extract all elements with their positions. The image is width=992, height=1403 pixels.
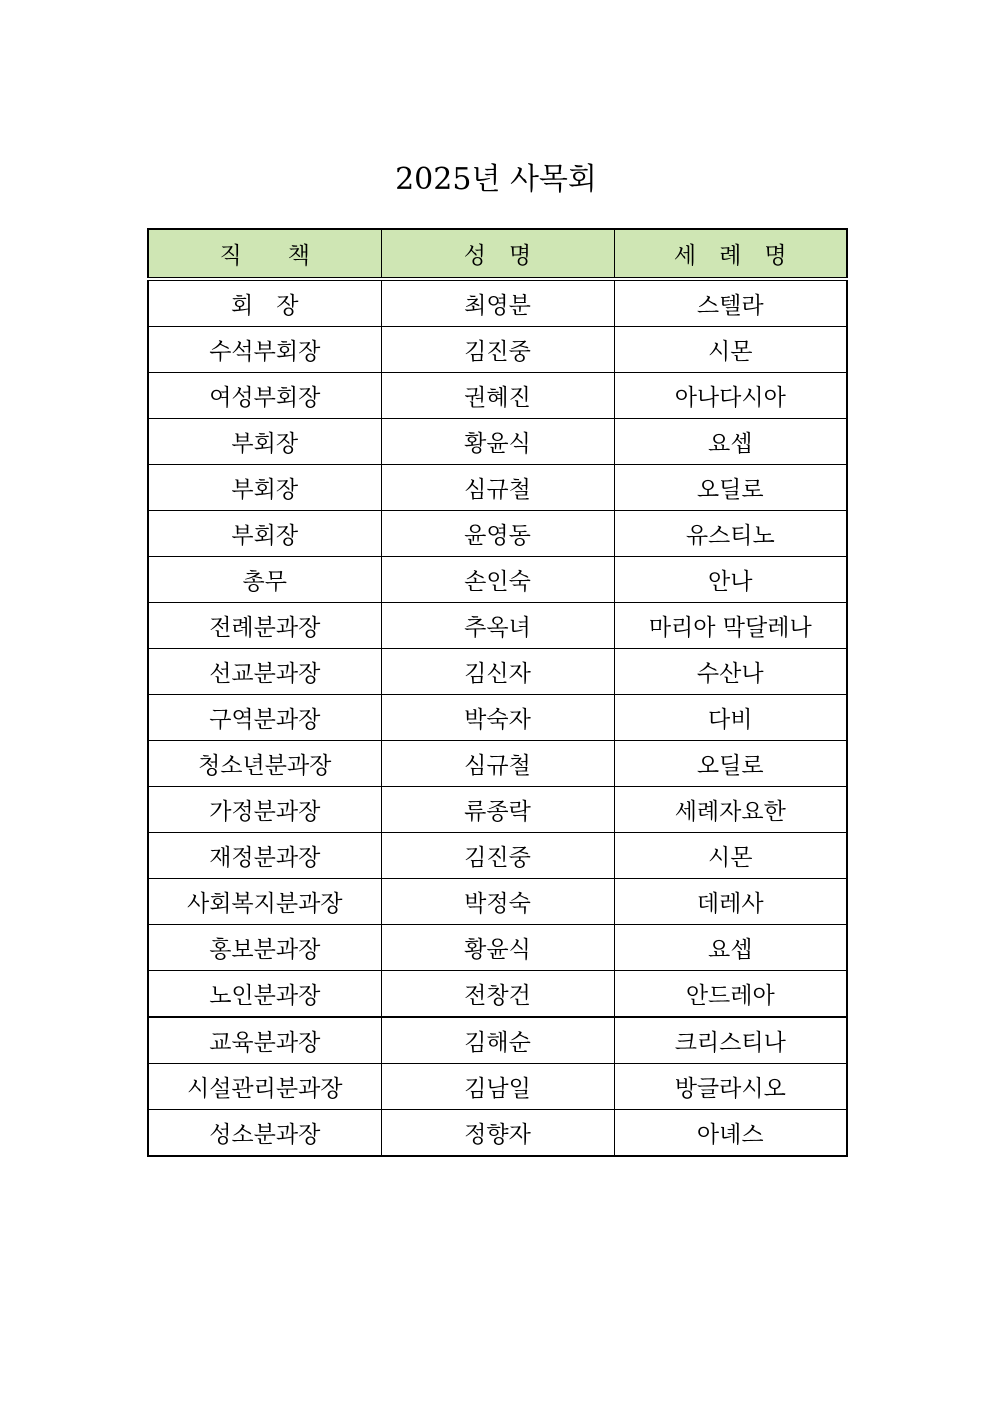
cell-name: 김진중 xyxy=(381,833,614,879)
table-row xyxy=(148,695,847,741)
cell-name: 박숙자 xyxy=(381,695,614,741)
table-row xyxy=(148,879,847,925)
page-title: 2025년 사목회 xyxy=(395,162,597,197)
cell-position: 부회장 xyxy=(148,419,381,465)
table-row xyxy=(148,1017,847,1064)
cell-baptismal-name: 마리아 막달레나 xyxy=(614,603,847,649)
cell-baptismal-name: 오딜로 xyxy=(614,465,847,511)
cell-baptismal-name: 세례자요한 xyxy=(614,787,847,833)
cell-position: 여성부회장 xyxy=(148,373,381,419)
cell-position: 회 장 xyxy=(148,279,381,327)
cell-name: 정향자 xyxy=(381,1110,614,1157)
cell-baptismal-name: 안드레아 xyxy=(614,971,847,1018)
cell-name: 박정숙 xyxy=(381,879,614,925)
cell-name: 김신자 xyxy=(381,649,614,695)
table-row xyxy=(148,279,847,327)
header-baptismal-name: 세 례 명 xyxy=(614,229,847,279)
cell-baptismal-name: 크리스티나 xyxy=(614,1017,847,1064)
cell-name: 심규철 xyxy=(381,465,614,511)
table-row xyxy=(148,327,847,373)
cell-name: 추옥녀 xyxy=(381,603,614,649)
cell-position: 노인분과장 xyxy=(148,971,381,1018)
cell-name: 심규철 xyxy=(381,741,614,787)
table-row xyxy=(148,971,847,1018)
table-row xyxy=(148,833,847,879)
cell-name: 김진중 xyxy=(381,327,614,373)
cell-name: 윤영동 xyxy=(381,511,614,557)
cell-name: 전창건 xyxy=(381,971,614,1018)
cell-position: 성소분과장 xyxy=(148,1110,381,1157)
table-row xyxy=(148,787,847,833)
table-header xyxy=(148,229,847,279)
cell-position: 수석부회장 xyxy=(148,327,381,373)
table-row xyxy=(148,649,847,695)
table-row xyxy=(148,511,847,557)
cell-position: 재정분과장 xyxy=(148,833,381,879)
cell-name: 김남일 xyxy=(381,1064,614,1110)
cell-position: 부회장 xyxy=(148,465,381,511)
cell-baptismal-name: 요셉 xyxy=(614,419,847,465)
table-row xyxy=(148,419,847,465)
cell-baptismal-name: 수산나 xyxy=(614,649,847,695)
cell-position: 청소년분과장 xyxy=(148,741,381,787)
cell-position: 가정분과장 xyxy=(148,787,381,833)
cell-position: 전례분과장 xyxy=(148,603,381,649)
cell-baptismal-name: 시몬 xyxy=(614,327,847,373)
cell-position: 구역분과장 xyxy=(148,695,381,741)
cell-name: 권혜진 xyxy=(381,373,614,419)
cell-baptismal-name: 방글라시오 xyxy=(614,1064,847,1110)
header-name: 성 명 xyxy=(381,229,614,279)
cell-baptismal-name: 안나 xyxy=(614,557,847,603)
cell-position: 시설관리분과장 xyxy=(148,1064,381,1110)
cell-baptismal-name: 아나다시아 xyxy=(614,373,847,419)
cell-baptismal-name: 다비 xyxy=(614,695,847,741)
table-row xyxy=(148,741,847,787)
table-body xyxy=(148,279,847,1156)
officer-table xyxy=(147,228,848,1157)
cell-position: 선교분과장 xyxy=(148,649,381,695)
table-row xyxy=(148,1064,847,1110)
cell-name: 최영분 xyxy=(381,279,614,327)
cell-baptismal-name: 스텔라 xyxy=(614,279,847,327)
cell-baptismal-name: 아녜스 xyxy=(614,1110,847,1157)
cell-baptismal-name: 데레사 xyxy=(614,879,847,925)
cell-name: 류종락 xyxy=(381,787,614,833)
table-row xyxy=(148,557,847,603)
header-row xyxy=(148,229,847,279)
cell-position: 총무 xyxy=(148,557,381,603)
cell-position: 교육분과장 xyxy=(148,1017,381,1064)
table-row xyxy=(148,1110,847,1157)
cell-position: 홍보분과장 xyxy=(148,925,381,971)
table-row xyxy=(148,373,847,419)
table-row xyxy=(148,465,847,511)
header-position: 직 책 xyxy=(148,229,381,279)
table-row xyxy=(148,603,847,649)
cell-position: 사회복지분과장 xyxy=(148,879,381,925)
cell-name: 손인숙 xyxy=(381,557,614,603)
cell-name: 황윤식 xyxy=(381,925,614,971)
cell-name: 김해순 xyxy=(381,1017,614,1064)
cell-position: 부회장 xyxy=(148,511,381,557)
cell-baptismal-name: 시몬 xyxy=(614,833,847,879)
cell-name: 황윤식 xyxy=(381,419,614,465)
cell-baptismal-name: 유스티노 xyxy=(614,511,847,557)
cell-baptismal-name: 오딜로 xyxy=(614,741,847,787)
table-row xyxy=(148,925,847,971)
cell-baptismal-name: 요셉 xyxy=(614,925,847,971)
